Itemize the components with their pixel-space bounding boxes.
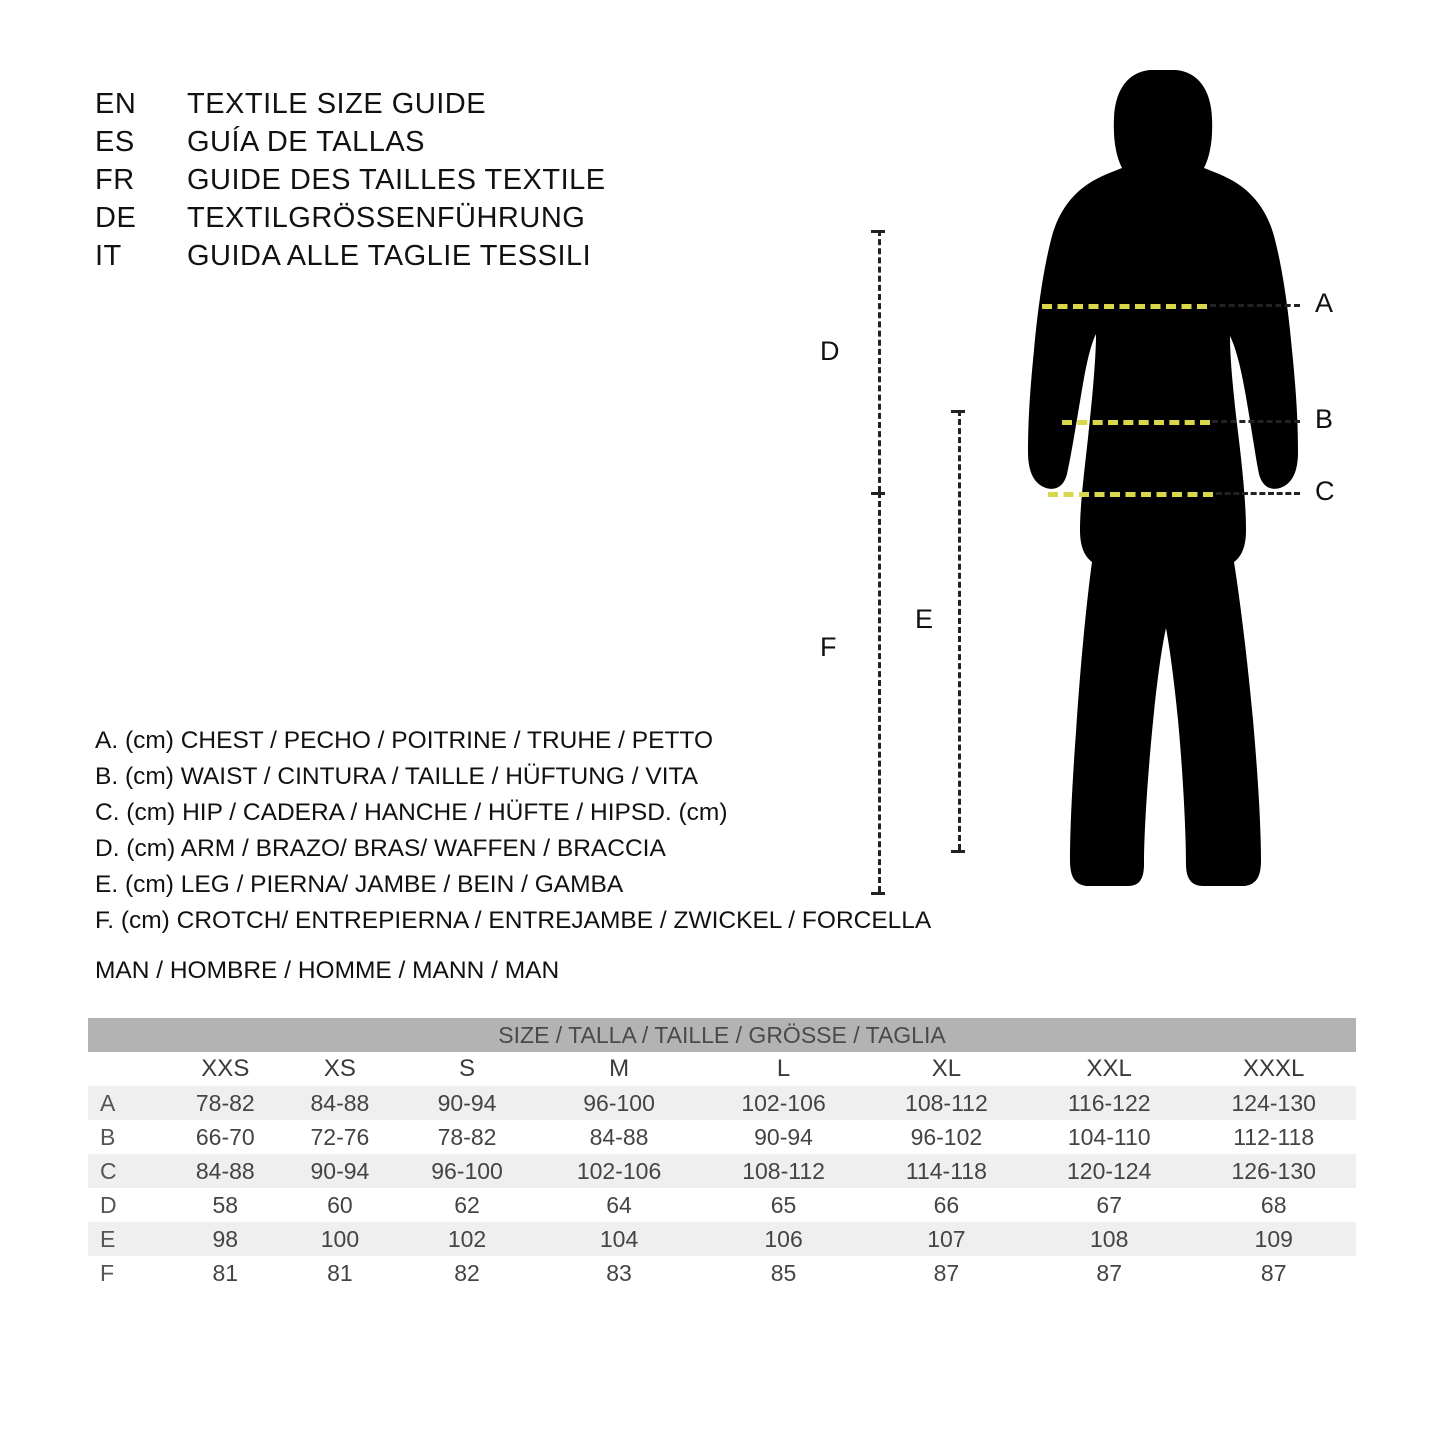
cell: 66-70 — [168, 1120, 283, 1154]
title-row — [95, 202, 695, 240]
language-code-de: DE — [95, 202, 137, 234]
cell: 78-82 — [397, 1120, 537, 1154]
size-header-xs: XS — [283, 1052, 398, 1086]
cell: 114-118 — [866, 1154, 1027, 1188]
cell: 102-106 — [537, 1154, 702, 1188]
title-text-es: GUÍA DE TALLAS — [187, 126, 426, 158]
cell: 84-88 — [168, 1154, 283, 1188]
table-band-header — [88, 1018, 1356, 1052]
legend-item-e: E. (cm) LEG / PIERNA/ JAMBE / BEIN / GAMBA — [95, 871, 624, 898]
cell: 108 — [1027, 1222, 1192, 1256]
cell: 98 — [168, 1222, 283, 1256]
leg-tick-bottom — [951, 850, 965, 853]
legend-item-d: D. (cm) ARM / BRAZO/ BRAS/ WAFFEN / BRACCIA — [95, 835, 666, 862]
title-row — [95, 88, 695, 126]
cell: 72-76 — [283, 1120, 398, 1154]
body-diagram — [820, 60, 1400, 960]
label-f: F — [820, 632, 837, 662]
language-title-block — [95, 88, 695, 278]
row-label-a: A — [88, 1086, 168, 1120]
cell: 87 — [1191, 1256, 1356, 1290]
cell: 116-122 — [1027, 1086, 1192, 1120]
row-label-e: E — [88, 1222, 168, 1256]
title-text-it: GUIDA ALLE TAGLIE TESSILI — [187, 240, 592, 272]
waist-measure-line — [1062, 420, 1210, 425]
cell: 96-100 — [537, 1086, 702, 1120]
cell: 81 — [283, 1256, 398, 1290]
hip-leader-line — [1216, 492, 1300, 495]
cell: 78-82 — [168, 1086, 283, 1120]
row-label-f: F — [88, 1256, 168, 1290]
cell: 66 — [866, 1188, 1027, 1222]
label-a: A — [1315, 288, 1334, 318]
title-row — [95, 240, 695, 278]
label-c: C — [1315, 476, 1335, 506]
corner-cell — [88, 1052, 168, 1086]
table-size-header-row — [88, 1052, 1356, 1086]
cell: 124-130 — [1191, 1086, 1356, 1120]
leg-dimension-bar — [958, 410, 961, 850]
cell: 96-100 — [397, 1154, 537, 1188]
size-header-xxxl: XXXL — [1191, 1052, 1356, 1086]
chest-leader-line — [1210, 304, 1300, 307]
leg-tick-top — [951, 410, 965, 413]
legend-item-f: F. (cm) CROTCH/ ENTREPIERNA / ENTREJAMBE / ZWICKEL / FORCELLA — [95, 907, 932, 934]
table-row — [88, 1120, 1356, 1154]
table-band-title: SIZE / TALLA / TAILLE / GRÖSSE / TAGLIA — [88, 1018, 1356, 1052]
cell: 67 — [1027, 1188, 1192, 1222]
label-b: B — [1315, 404, 1334, 434]
cell: 108-112 — [866, 1086, 1027, 1120]
cell: 62 — [397, 1188, 537, 1222]
cell: 64 — [537, 1188, 702, 1222]
title-text-de: TEXTILGRÖSSENFÜHRUNG — [187, 202, 586, 234]
cell: 84-88 — [283, 1086, 398, 1120]
table-row — [88, 1086, 1356, 1120]
arm-tick-top — [871, 230, 885, 233]
cell: 58 — [168, 1188, 283, 1222]
hip-measure-line — [1048, 492, 1213, 497]
size-table-container — [88, 1018, 1356, 1290]
cell: 120-124 — [1027, 1154, 1192, 1188]
cell: 96-102 — [866, 1120, 1027, 1154]
title-text-fr: GUIDE DES TAILLES TEXTILE — [187, 164, 606, 196]
cell: 90-94 — [283, 1154, 398, 1188]
cell: 87 — [866, 1256, 1027, 1290]
size-header-xxs: XXS — [168, 1052, 283, 1086]
cell: 100 — [283, 1222, 398, 1256]
legend-item-a: A. (cm) CHEST / PECHO / POITRINE / TRUHE / PETTO — [95, 727, 714, 754]
row-label-d: D — [88, 1188, 168, 1222]
cell: 90-94 — [397, 1086, 537, 1120]
row-label-c: C — [88, 1154, 168, 1188]
language-code-en: EN — [95, 88, 137, 120]
gender-label: MAN / HOMBRE / HOMME / MANN / MAN — [95, 957, 560, 984]
waist-leader-line — [1212, 420, 1300, 423]
cell: 108-112 — [701, 1154, 866, 1188]
crotch-dimension-bar — [878, 492, 881, 892]
table-row — [88, 1256, 1356, 1290]
cell: 87 — [1027, 1256, 1192, 1290]
cell: 84-88 — [537, 1120, 702, 1154]
cell: 106 — [701, 1222, 866, 1256]
size-header-m: M — [537, 1052, 702, 1086]
cell: 112-118 — [1191, 1120, 1356, 1154]
cell: 65 — [701, 1188, 866, 1222]
legend-item-c: C. (cm) HIP / CADERA / HANCHE / HÜFTE / HIPSD. (cm) — [95, 799, 728, 826]
size-table — [88, 1018, 1356, 1290]
arm-dimension-bar — [878, 230, 881, 492]
cell: 60 — [283, 1188, 398, 1222]
table-row — [88, 1188, 1356, 1222]
title-text-en: TEXTILE SIZE GUIDE — [187, 88, 487, 120]
language-code-it: IT — [95, 240, 122, 272]
cell: 126-130 — [1191, 1154, 1356, 1188]
language-code-es: ES — [95, 126, 135, 158]
crotch-tick-bottom — [871, 892, 885, 895]
measurement-legend — [95, 723, 932, 939]
chest-measure-line — [1042, 304, 1207, 309]
size-header-xl: XL — [866, 1052, 1027, 1086]
cell: 107 — [866, 1222, 1027, 1256]
title-row — [95, 126, 695, 164]
cell: 81 — [168, 1256, 283, 1290]
label-e: E — [915, 604, 934, 634]
cell: 104 — [537, 1222, 702, 1256]
cell: 102 — [397, 1222, 537, 1256]
size-header-s: S — [397, 1052, 537, 1086]
table-row — [88, 1154, 1356, 1188]
cell: 104-110 — [1027, 1120, 1192, 1154]
cell: 102-106 — [701, 1086, 866, 1120]
label-d: D — [820, 336, 840, 366]
cell: 90-94 — [701, 1120, 866, 1154]
cell: 68 — [1191, 1188, 1356, 1222]
cell: 85 — [701, 1256, 866, 1290]
legend-item-b: B. (cm) WAIST / CINTURA / TAILLE / HÜFTUNG / VITA — [95, 763, 699, 790]
language-code-fr: FR — [95, 164, 135, 196]
size-header-xxl: XXL — [1027, 1052, 1192, 1086]
arm-tick-bottom — [871, 492, 885, 495]
cell: 109 — [1191, 1222, 1356, 1256]
row-label-b: B — [88, 1120, 168, 1154]
cell: 83 — [537, 1256, 702, 1290]
title-row — [95, 164, 695, 202]
table-row — [88, 1222, 1356, 1256]
cell: 82 — [397, 1256, 537, 1290]
size-header-l: L — [701, 1052, 866, 1086]
